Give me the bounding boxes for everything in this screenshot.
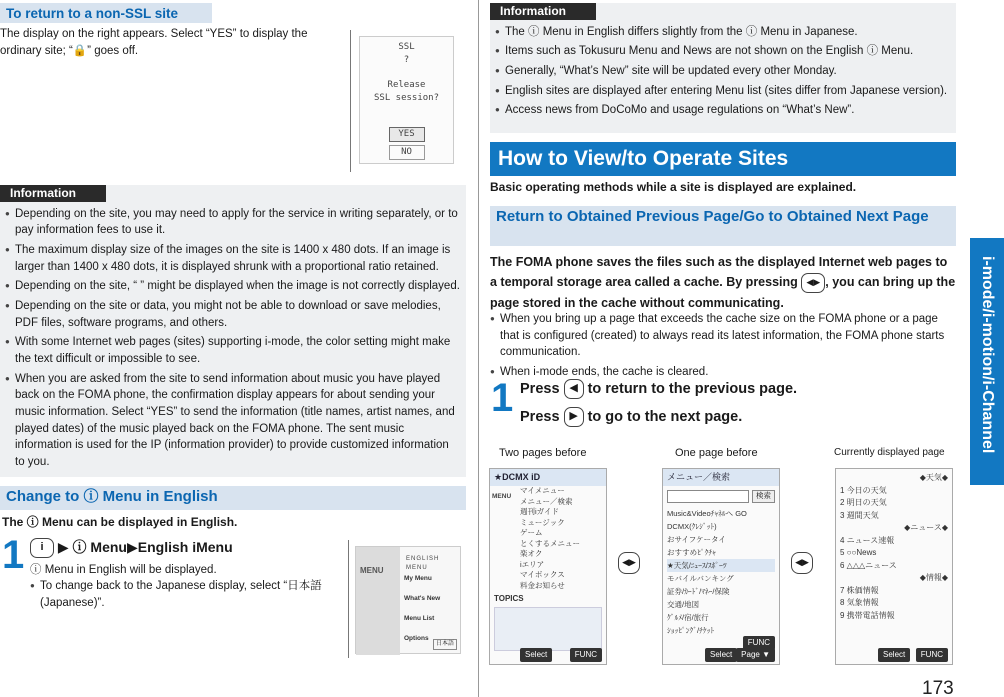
s2-item-1[interactable]: Music&Videoﾁｬﾈﾙへ GO	[667, 509, 747, 519]
s1-item-8[interactable]: iエリア	[520, 559, 545, 569]
s2-item-5[interactable]: ★天気/ﾆｭｰｽ/ｽﾎﾟｰﾂ	[667, 559, 775, 572]
s2-item-7[interactable]: 証券/ｶｰﾄﾞ/ﾏﾈｰ/保険	[667, 587, 730, 597]
left-info-label: Information	[0, 185, 106, 202]
left-info-item-5: ● With some Internet web pages (sites) supporting i-mode, the color setting might make the text difficult or impossible to see.	[5, 334, 461, 367]
s3-item-4[interactable]: 3 週間天気	[840, 510, 879, 520]
screen-one-before	[662, 468, 780, 665]
s2-item-6[interactable]: モバイルバンキング	[667, 574, 734, 584]
left-info-box	[0, 185, 466, 477]
press-next-line	[520, 407, 742, 428]
label-two-before: Two pages before	[499, 447, 587, 459]
english-menu-item-4[interactable]: Options	[404, 635, 429, 642]
right-info-item-2: ● Items such as Tokusuru Menu and News are not shown on the English ⓘ Menu.	[495, 43, 951, 60]
change-menu-title: Change to ⓘ Menu in English	[0, 486, 466, 510]
s2-item-3[interactable]: おサイフケータイ	[667, 535, 726, 545]
left-info-item-4: ● Depending on the site or data, you might not be able to download or save melodies, PDF files, software programs, and others.	[5, 298, 461, 331]
s3-item-6[interactable]: 4 ニュース速報	[840, 535, 895, 545]
s1-item-9[interactable]: マイボックス	[520, 570, 565, 580]
s1-item-10[interactable]: 料金お知らせ	[520, 580, 565, 590]
right-info-item-5: ● Access news from DoCoMo and usage regulations on “What’s New”.	[495, 102, 951, 119]
s3-item-1: ◆天気◆	[919, 473, 948, 482]
howto-title: How to View/to Operate Sites	[490, 142, 956, 176]
non-ssl-text: The display on the right appears. Select “YES” to display the ordinary site; “🔒” goes off.	[0, 28, 308, 57]
s3-item-8[interactable]: 6 △△△ニュース	[840, 560, 897, 570]
english-menu-logo: MENU	[360, 566, 384, 575]
return-step-number: 1	[491, 376, 514, 420]
screen-two-before	[489, 468, 607, 665]
i-mode-key-icon[interactable]: i	[30, 538, 54, 558]
column-divider	[478, 0, 479, 697]
page-number: 173	[922, 678, 954, 697]
label-one-before: One page before	[675, 447, 758, 459]
s3-item-2[interactable]: 1 今日の天気	[840, 485, 887, 495]
s3-soft-right[interactable]: FUNC	[916, 648, 948, 662]
ssl-line2: SSL session?	[373, 93, 440, 104]
s1-soft-right[interactable]: FUNC	[570, 648, 602, 662]
press-prev-text: to return to the previous page.	[587, 381, 798, 397]
press-prev-label: Press	[520, 381, 560, 397]
press-next-label: Press	[520, 409, 560, 425]
ssl-question-icon: ?	[403, 55, 410, 66]
howto-intro: Basic operating methods while a site is displayed are explained.	[490, 180, 857, 194]
change-step-number: 1	[2, 533, 25, 577]
s2-header: メニュー／検索	[663, 469, 779, 486]
s1-topics: TOPICS	[494, 594, 524, 604]
s1-header: ★DCMX iD	[490, 469, 606, 486]
non-ssl-section	[0, 3, 212, 24]
ssl-line1: Release	[387, 80, 426, 91]
return-bullet-2: ● When i-mode ends, the cache is cleared.	[490, 364, 956, 381]
change-sub: ⓘ Menu in English will be displayed.	[30, 564, 217, 576]
arrow-key-1-icon: ◀▶	[618, 552, 640, 574]
s3-item-7[interactable]: 5 ○○News	[840, 548, 877, 557]
english-menu-header: ENGLISH MENU	[406, 556, 440, 571]
english-menu-item-1[interactable]: My Menu	[404, 575, 432, 582]
english-menu-footer[interactable]: 日本語	[433, 639, 457, 650]
change-step-text: ▶ ⓘ Menu▶English iMenu	[57, 539, 233, 555]
return-body	[490, 252, 956, 313]
left-right-key-icon[interactable]: ◀▶	[801, 273, 825, 293]
s2-search-button[interactable]: 検索	[752, 490, 775, 503]
s1-item-5[interactable]: ゲーム	[520, 528, 543, 538]
s2-soft-right[interactable]: FUNC	[743, 636, 775, 650]
left-info-item-1: ● Depending on the site, you may need to apply for the service in writing separately, or to pay information fees to use it.	[5, 206, 461, 239]
s3-item-9: ◆情報◆	[919, 573, 948, 582]
screen-current	[835, 468, 953, 665]
s3-item-10[interactable]: 7 株価情報	[840, 585, 879, 595]
s3-item-11[interactable]: 8 気象情報	[840, 598, 879, 607]
left-info-item-3: ● Depending on the site, “ ” might be displayed when the image is not correctly displayed.	[5, 278, 461, 295]
ssl-yes-button[interactable]: YES	[389, 127, 425, 142]
ssl-screen	[359, 36, 454, 164]
return-title: Return to Obtained Previous Page/Go to Obtained Next Page	[490, 206, 956, 246]
s1-item-7[interactable]: 楽オク	[520, 549, 543, 559]
english-menu-item-3[interactable]: Menu List	[404, 615, 435, 622]
right-info-box	[490, 3, 956, 133]
side-chapter-tab: i-mode/i-motion/i-Channel	[970, 238, 1004, 485]
s1-menu-logo: MENU	[492, 493, 512, 501]
left-info-item-2: ● The maximum display size of the images on the site is 1400 x 480 dots. If an image is larger than 1400 x 480 dots, it is displayed shrunk with a proportional ratio retained.	[5, 242, 461, 275]
s1-item-4[interactable]: ミュージック	[520, 517, 565, 527]
s2-page-button[interactable]: Page ▼	[736, 648, 775, 662]
change-bullet: ● To change back to the Japanese display, select “日本語 (Japanese)”.	[30, 578, 326, 611]
left-key-icon[interactable]: ◀	[564, 379, 584, 399]
s3-item-12[interactable]: 9 携帯電話情報	[840, 610, 895, 620]
press-next-text: to go to the next page.	[587, 409, 743, 425]
right-info-item-1: ● The ⓘ Menu in English differs slightly from the ⓘ Menu in Japanese.	[495, 24, 951, 41]
change-step-line	[30, 537, 233, 558]
press-prev-line	[520, 379, 797, 400]
s3-item-5: ◆ニュース◆	[904, 523, 948, 532]
right-info-label: Information	[490, 3, 596, 20]
s2-item-10[interactable]: ｼｮｯﾋﾟﾝｸﾞ/ﾁｹｯﾄ	[667, 626, 715, 636]
s1-item-6[interactable]: とくするメニュー	[520, 538, 580, 548]
arrow-key-2-icon: ◀▶	[791, 552, 813, 574]
right-key-icon[interactable]: ▶	[564, 407, 584, 427]
ssl-header: SSL	[398, 42, 415, 52]
s2-item-9[interactable]: ｸﾞﾙﾒ/宿/旅行	[667, 613, 709, 623]
change-intro: The ⓘ Menu can be displayed in English.	[2, 515, 238, 529]
s3-soft-left[interactable]: Select	[878, 648, 910, 662]
ssl-no-button[interactable]: NO	[389, 145, 425, 160]
s1-soft-left[interactable]: Select	[520, 648, 552, 662]
ssl-phone-frame	[350, 30, 465, 172]
return-body-2: , you can bring up the page stored in the cache without communicating.	[490, 275, 956, 310]
non-ssl-title: To return to a non-SSL site	[0, 3, 212, 23]
s1-item-3[interactable]: 週刊iガイド	[520, 507, 559, 517]
s2-soft-left[interactable]: Select	[705, 648, 737, 662]
right-info-item-4: ● English sites are displayed after entering Menu list (sites differ from Japanese version).	[495, 83, 951, 100]
return-body-1: The FOMA phone saves the files such as the displayed Internet web pages to a temporal storage area called a cache. By pressing	[490, 255, 948, 289]
english-menu-item-2[interactable]: What's New	[404, 595, 441, 602]
s2-item-4[interactable]: おすすめﾋﾟｸﾁｬ	[667, 548, 716, 558]
s2-item-2[interactable]: DCMX(ｸﾚｼﾞｯﾄ)	[667, 522, 717, 532]
s1-item-2[interactable]: メニュー／検索	[520, 496, 573, 506]
right-info-item-3: ● Generally, “What’s New” site will be updated every other Monday.	[495, 63, 951, 80]
english-menu-frame	[348, 540, 466, 658]
s2-search-input[interactable]	[667, 490, 749, 503]
s1-item-1[interactable]: マイメニュー	[520, 486, 565, 496]
left-info-item-6: ● When you are asked from the site to send information about music you have played back on the FOMA phone, the confirmation display appears for about sending your music information. Select “YES” to send the information (title names, artist names, and played dates) of the music played back on the FOMA phone. The sent music information is used for the IP (information provider) to provide customized information to you.	[5, 371, 461, 471]
return-bullet-1: ● When you bring up a page that exceeds the cache size on the FOMA phone or a page that is configured (created) to always read its latest information, the FOMA phone starts communication.	[490, 311, 956, 361]
s2-item-8[interactable]: 交通/地図	[667, 600, 700, 610]
s3-item-3[interactable]: 2 明日の天気	[840, 498, 887, 507]
english-menu-screen	[355, 546, 461, 654]
label-current: Currently displayed page	[834, 447, 945, 458]
